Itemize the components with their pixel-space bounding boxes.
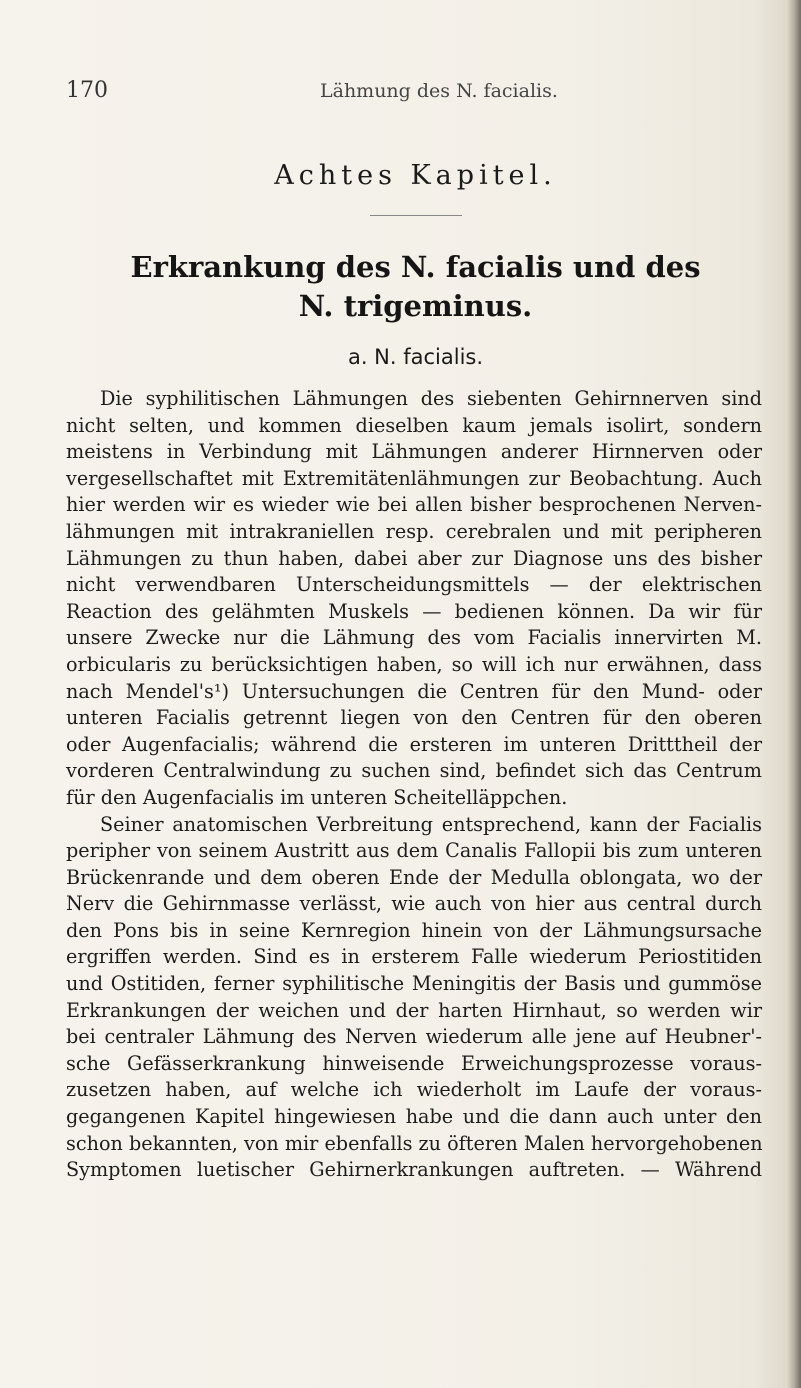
body-line: den Pons bis in seine Kernregion hinein von der Lähmungsursache: [66, 918, 762, 942]
body-line: bei centraler Lähmung des Nerven wiederum alle jene auf Heubner'-: [66, 1025, 762, 1049]
body-line: hier werden wir es wieder wie bei allen bisher besprochenen Nerven-: [66, 493, 762, 517]
body-line: nicht verwendbaren Unterscheidungsmittels — der elektrischen: [66, 573, 762, 597]
body-line: lähmungen mit intrakraniellen resp. cerebralen und mit peripheren: [66, 519, 762, 543]
body-line: orbicularis zu berücksichtigen haben, so will ich nur erwähnen, dass: [66, 652, 762, 676]
body-line: meistens in Verbindung mit Lähmungen anderer Hirnnerven oder: [66, 440, 762, 464]
body-line: ergriffen werden. Sind es in ersterem Falle wiederum Periostitiden: [66, 945, 762, 969]
body-line: für den Augenfacialis im unteren Scheitelläppchen.: [66, 785, 568, 809]
body-line: peripher von seinem Austritt aus dem Canalis Fallopii bis zum unteren: [66, 839, 762, 863]
body-line: sche Gefässerkrankung hinweisende Erweichungsprozesse voraus-: [66, 1051, 762, 1075]
chapter-title-line-2: N. trigeminus.: [298, 289, 533, 323]
body-line: nach Mendel's¹) Untersuchungen die Centren für den Mund- oder: [66, 679, 762, 703]
body-line: und Ostitiden, ferner syphilitische Meningitis der Basis und gummöse: [66, 972, 762, 996]
body-line: Nerv die Gehirnmasse verlässt, wie auch von hier aus central durch: [66, 892, 762, 916]
body-line: gegangenen Kapitel hingewiesen habe und die dann auch unter den: [66, 1105, 762, 1129]
body-text: [66, 386, 762, 1184]
body-line: Symptomen luetischer Gehirnerkrankungen auftreten. — Während: [66, 1158, 762, 1182]
chapter-title-line-1: Erkrankung des N. facialis und des: [130, 250, 701, 284]
page-number: 170: [66, 78, 108, 103]
running-head: [66, 78, 766, 108]
section-heading: a. N. facialis.: [347, 345, 484, 369]
body-line: schon bekannten, von mir ebenfalls zu öfteren Malen hervorgehobenen: [66, 1131, 763, 1155]
body-line: Brückenrande und dem oberen Ende der Medulla oblongata, wo der: [66, 865, 762, 889]
body-line: nicht selten, und kommen dieselben kaum jemals isolirt, sondern: [66, 413, 762, 437]
body-line: Erkrankungen der weichen und der harten Hirnhaut, so werden wir: [66, 998, 762, 1022]
body-line: Lähmungen zu thun haben, dabei aber zur Diagnose uns des bisher: [66, 546, 762, 570]
body-line: oder Augenfacialis; während die ersteren im unteren Dritttheil der: [66, 732, 762, 756]
body-line: Seiner anatomischen Verbreitung entsprechend, kann der Facialis: [100, 812, 762, 836]
running-head-title: Lähmung des N. facialis.: [320, 80, 558, 102]
heading-rule: [370, 215, 462, 216]
body-line: zusetzen haben, auf welche ich wiederholt im Laufe der voraus-: [66, 1078, 762, 1102]
body-line: vorderen Centralwindung zu suchen sind, befindet sich das Centrum: [66, 759, 762, 783]
body-line: unsere Zwecke nur die Lähmung des vom Facialis innervirten M.: [66, 626, 762, 650]
body-line: Die syphilitischen Lähmungen des siebenten Gehirnnerven sind: [100, 387, 762, 410]
body-line: Reaction des gelähmten Muskels — bedienen können. Da wir für: [66, 599, 762, 623]
chapter-title: [0, 248, 801, 326]
chapter-heading: Achtes Kapitel.: [274, 160, 557, 191]
body-line: vergesellschaftet mit Extremitätenlähmungen zur Beobachtung. Auch: [66, 466, 762, 490]
page-binding-shadow: [787, 0, 801, 1388]
body-line: unteren Facialis getrennt liegen von den Centren für den oberen: [66, 706, 762, 730]
